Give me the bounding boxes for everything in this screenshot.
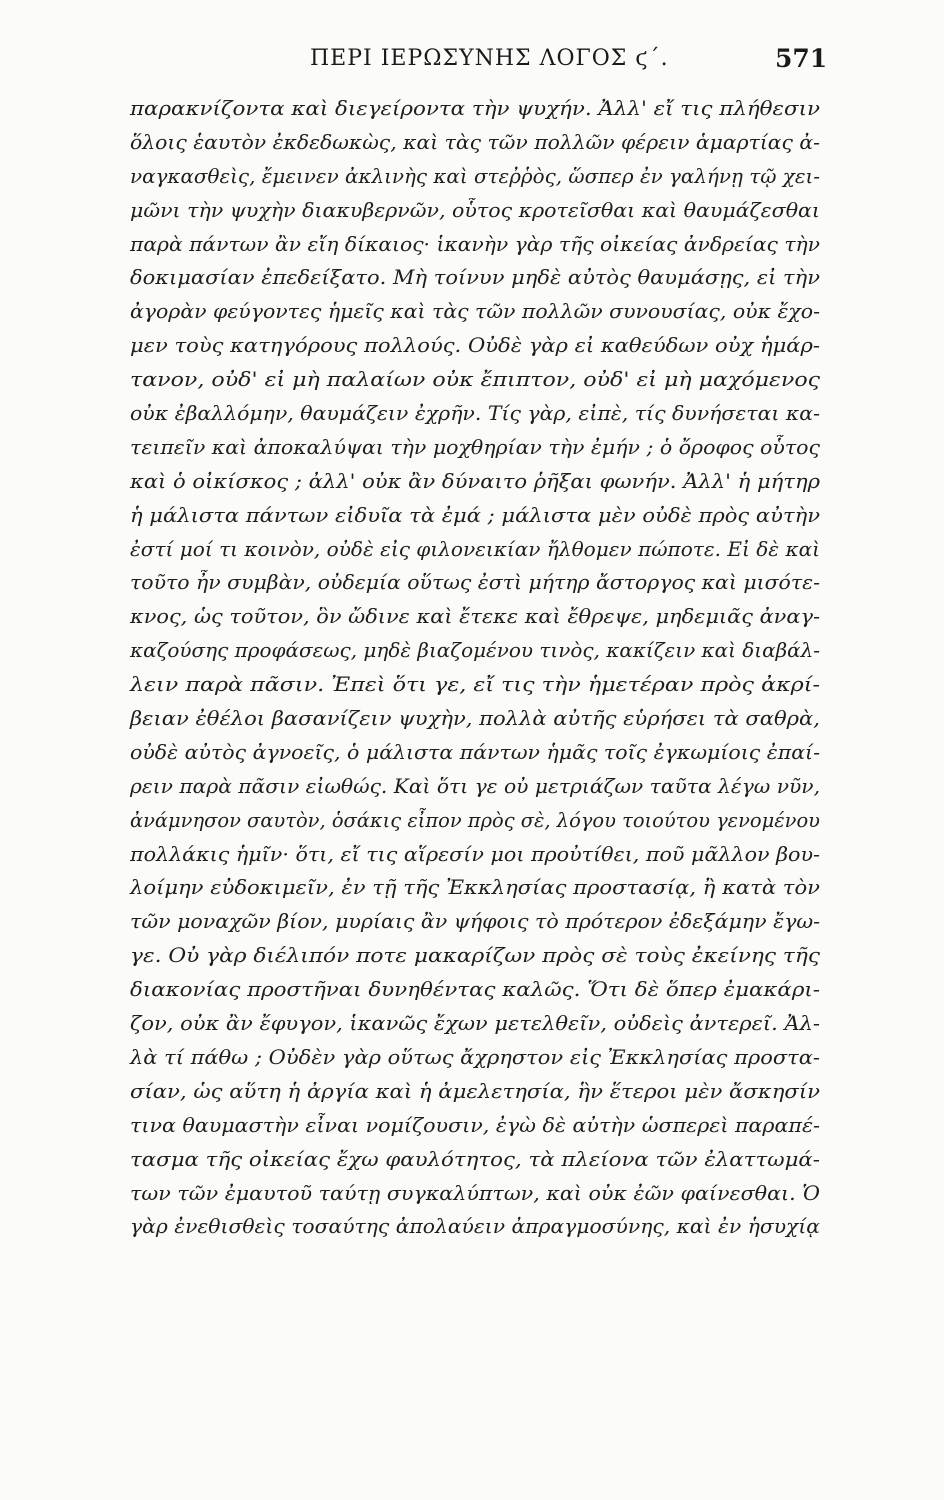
- text-line: ἡ μάλιστα πάντων εἰδυῖα τὰ ἐμά ; μάλιστα μὲν οὐδὲ πρὸς αὐτὴν: [130, 503, 821, 527]
- text-line: δοκιμασίαν ἐπεδείξατο. Μὴ τοίνυν μηδὲ αὐτὸς θαυμάσῃς, εἰ τὴν: [130, 266, 820, 290]
- text-line: καὶ ὁ οἰκίσκος ; ἀλλ' οὐκ ἂν δύναιτο ῥῆξαι φωνήν. Ἀλλ' ἡ μήτηρ: [130, 469, 821, 493]
- text-line: ἐστί μοί τι κοινὸν, οὐδὲ εἰς φιλονεικίαν ἤλθομεν πώποτε. Εἰ δὲ καὶ: [130, 537, 820, 561]
- text-line: ρειν παρὰ πᾶσιν εἰωθώς. Καὶ ὅτι γε οὐ μετριάζων ταῦτα λέγω νῦν,: [130, 774, 821, 798]
- text-line: οὐκ ἐβαλλόμην, θαυμάζειν ἐχρῆν. Τίς γὰρ, εἰπὲ, τίς δυνήσεται κα-: [130, 402, 820, 426]
- text-line: τῶν μοναχῶν βίον, μυρίαις ἂν ψήφοις τὸ πρότερον ἐδεξάμην ἔγω-: [130, 910, 821, 934]
- text-line: ζον, οὐκ ἂν ἔφυγον, ἱκανῶς ἔχων μετελθεῖν, οὐδεὶς ἀντερεῖ. Ἀλ-: [130, 1012, 820, 1036]
- text-line: τασμα τῆς οἰκείας ἔχω φαυλότητος, τὰ πλείονα τῶν ἐλαττωμά-: [130, 1147, 821, 1171]
- text-line: οὐδὲ αὐτὸς ἀγνοεῖς, ὁ μάλιστα πάντων ἡμᾶς τοῖς ἐγκωμίοις ἐπαί-: [130, 740, 821, 764]
- text-line: τινα θαυμαστὴν εἶναι νομίζουσιν, ἐγὼ δὲ αὐτὴν ὡσπερεὶ παραπέ-: [130, 1113, 820, 1137]
- text-line: ναγκασθεὶς, ἔμεινεν ἀκλινὴς καὶ στεῤῥὸς, ὥσπερ ἐν γαλήνῃ τῷ χει-: [130, 164, 821, 188]
- text-line: διακονίας προστῆναι δυνηθέντας καλῶς. Ὅτι δὲ ὅπερ ἐμακάρι-: [130, 978, 820, 1002]
- body-text: [130, 92, 830, 1244]
- running-title: ΠΕΡΙ ΙΕΡΩΣΥΝΗΣ ΛΟΓΟΣ ϛ΄.: [310, 46, 669, 71]
- text-line: ὅλοις ἑαυτὸν ἐκδεδωκὼς, καὶ τὰς τῶν πολλῶν φέρειν ἁμαρτίας ἀ-: [130, 130, 821, 154]
- text-line: σίαν, ὡς αὕτη ἡ ἀργία καὶ ἡ ἀμελετησία, ἣν ἕτεροι μὲν ἄσκησίν: [130, 1079, 821, 1103]
- text-line: μεν τοὺς κατηγόρους πολλούς. Οὐδὲ γὰρ εἰ καθεύδων οὐχ ἡμάρ-: [130, 334, 820, 358]
- text-line: τανον, οὐδ' εἰ μὴ παλαίων οὐκ ἔπιπτον, οὐδ' εἰ μὴ μαχόμενος: [130, 368, 821, 392]
- text-line: μῶνι τὴν ψυχὴν διακυβερνῶν, οὗτος κροτεῖσθαι καὶ θαυμάζεσθαι: [130, 198, 820, 222]
- text-line: των τῶν ἐμαυτοῦ ταύτῃ συγκαλύπτων, καὶ οὐκ ἐῶν φαίνεσθαι. Ὁ: [130, 1181, 820, 1205]
- text-line: παρὰ πάντων ἂν εἴη δίκαιος· ἱκανὴν γὰρ τῆς οἰκείας ἀνδρείας τὴν: [130, 232, 821, 256]
- text-line: ἀνάμνησον σαυτὸν, ὁσάκις εἶπον πρὸς σὲ, λόγου τοιούτου γενομένου: [130, 808, 820, 832]
- text-line: λειν παρὰ πᾶσιν. Ἐπεὶ ὅτι γε, εἴ τις τὴν ἡμετέραν πρὸς ἀκρί-: [130, 673, 820, 697]
- text-line: ἀγορὰν φεύγοντες ἡμεῖς καὶ τὰς τῶν πολλῶν συνουσίας, οὐκ ἔχο-: [130, 300, 821, 324]
- page-header: [130, 38, 830, 78]
- text-line: γε. Οὐ γὰρ διέλιπόν ποτε μακαρίζων πρὸς σὲ τοὺς ἐκείνης τῆς: [130, 944, 821, 968]
- page-number: 571: [775, 44, 828, 73]
- text-line: κνος, ὡς τοῦτον, ὃν ὤδινε καὶ ἔτεκε καὶ ἔθρεψε, μηδεμιᾶς ἀναγ-: [130, 605, 821, 629]
- text-line: καζούσης προφάσεως, μηδὲ βιαζομένου τινὸς, κακίζειν καὶ διαβάλ-: [130, 639, 821, 663]
- text-line: πολλάκις ἡμῖν· ὅτι, εἴ τις αἵρεσίν μοι προὐτίθει, ποῦ μᾶλλον βου-: [130, 842, 821, 866]
- text-line: γὰρ ἐνεθισθεὶς τοσαύτης ἀπολαύειν ἀπραγμοσύνης, καὶ ἐν ἡσυχίᾳ: [130, 1215, 820, 1239]
- text-line: τειπεῖν καὶ ἀποκαλύψαι τὴν μοχθηρίαν τὴν ἐμήν ; ὁ ὄροφος οὗτος: [130, 435, 820, 459]
- text-line: βειαν ἐθέλοι βασανίζειν ψυχὴν, πολλὰ αὐτῆς εὑρήσει τὰ σαθρὰ,: [130, 707, 820, 731]
- text-line: τοῦτο ἦν συμβὰν, οὐδεμία οὕτως ἐστὶ μήτηρ ἄστοργος καὶ μισότε-: [130, 571, 820, 595]
- text-line: λοίμην εὐδοκιμεῖν, ἐν τῇ τῆς Ἐκκλησίας προστασίᾳ, ἢ κατὰ τὸν: [130, 876, 820, 900]
- text-line: παρακνίζοντα καὶ διεγείροντα τὴν ψυχήν. Ἀλλ' εἴ τις πλήθεσιν: [130, 97, 821, 120]
- text-line: λὰ τί πάθω ; Οὐδὲν γὰρ οὕτως ἄχρηστον εἰς Ἐκκλησίας προστα-: [130, 1045, 820, 1069]
